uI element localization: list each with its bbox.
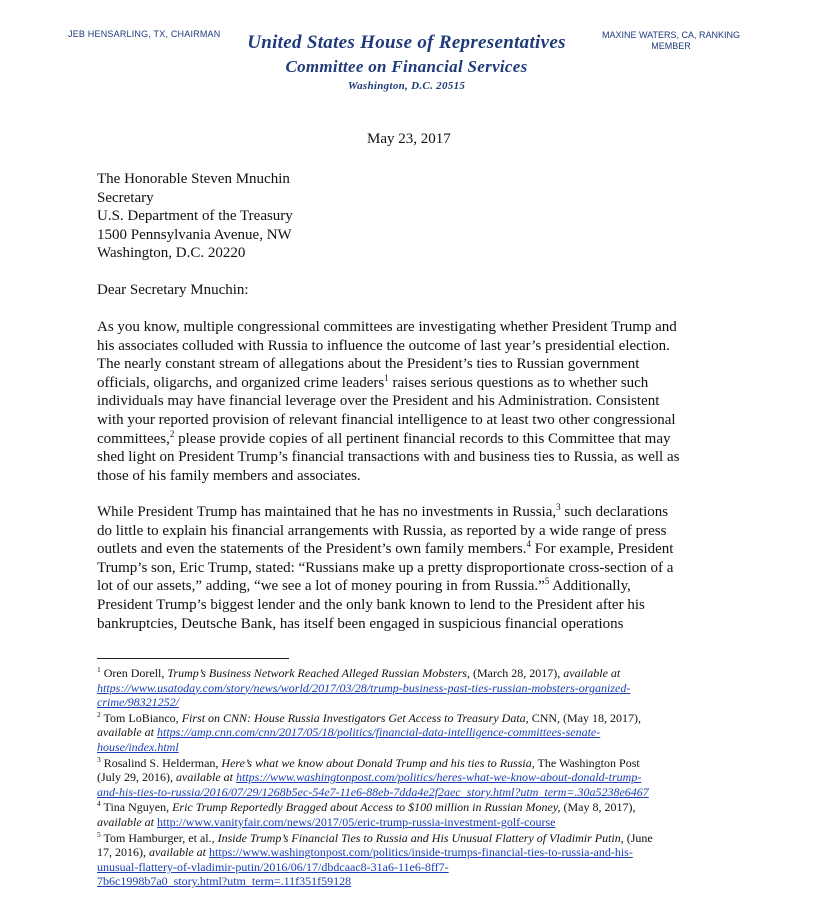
text-span: 17, 2016), xyxy=(97,845,149,860)
text-span: outlets and even the statements of the President’s own family members. xyxy=(97,541,527,558)
footnote-link[interactable]: 7b6c1998b7a0_story.html?utm_term=.11f351f59128 xyxy=(97,874,352,889)
text-span: Rosalind S. Helderman, xyxy=(100,755,222,770)
footnote-link[interactable]: https://www.washingtonpost.com/politics/inside-trumps-financial-ties-to-russia-and-his- xyxy=(209,845,633,860)
letterhead-house: United States House of Representatives xyxy=(247,32,566,53)
letter-date: May 23, 2017 xyxy=(367,131,451,147)
letterhead-committee: Committee on Financial Services xyxy=(285,57,528,76)
footnote-line xyxy=(97,845,737,860)
address-line: Washington, D.C. 20220 xyxy=(97,245,246,262)
para-line xyxy=(97,540,723,559)
footnote-link[interactable]: house/index.html xyxy=(97,739,179,754)
para-line: shed light on President Trump’s financial transactions with and business ties to Russia, as well as xyxy=(97,449,680,466)
footnote-number: 3 xyxy=(97,754,101,764)
letterhead-city: Washington, D.C. 20515 xyxy=(347,80,466,92)
text-span: (July 29, 2016), xyxy=(97,770,176,785)
text-span: (May 8, 2017), xyxy=(560,800,636,815)
text-span: Oren Dorell, xyxy=(100,666,168,680)
footnote-line xyxy=(97,740,737,755)
footnote-line xyxy=(97,725,737,740)
text-span: available at xyxy=(97,725,157,740)
address-line: The Honorable Steven Mnuchin xyxy=(97,171,290,187)
text-span: such declarations xyxy=(560,504,669,520)
footnote-number: 4 xyxy=(97,799,101,809)
footnote-link[interactable]: unusual-flattery-of-vladimir-putin/2016/06/17/dbdcaac8-31a6-11e6-8ff7- xyxy=(97,859,449,874)
para-line xyxy=(97,374,723,393)
text-span: available at xyxy=(149,845,209,860)
recipient-address xyxy=(97,170,293,263)
text-span: Additionally, xyxy=(549,578,631,595)
footnote-number: 2 xyxy=(97,709,101,719)
footnotes xyxy=(97,666,737,890)
para-line: As you know, multiple congressional committees are investigating whether President Trump and xyxy=(97,319,677,335)
footnote-title: Trump’s Business Network Reached Alleged Russian Mobsters, xyxy=(167,666,470,680)
address-line: U.S. Department of the Treasury xyxy=(97,208,293,225)
para-line: do little to explain his financial arrangements with Russia, as reported by a wide range of press xyxy=(97,522,667,539)
text-span: (June xyxy=(623,830,653,845)
footnote-link[interactable]: crime/98321252/ xyxy=(97,695,179,710)
para-line: individuals may have financial leverage over the President and his Administration. Consistent xyxy=(97,393,660,410)
footnote-link[interactable]: https://www.usatoday.com/story/news/world/2017/03/28/trump-business-past-ties-russian-mobsters-organized- xyxy=(97,680,631,695)
footnote-line xyxy=(97,681,737,696)
footnote-link[interactable]: and-his-ties-to-russia/2016/07/29/1268b5ec-54e7-11e6-88eb-7dda4e2f2aec_story.html?utm_term=.30a5238e6467 xyxy=(97,784,649,799)
para-line: bankruptcies, Deutsche Bank, has itself been engaged in suspicious financial operations xyxy=(97,615,624,632)
text-span: (March 28, 2017), xyxy=(469,666,564,680)
para-line xyxy=(97,430,723,449)
ranking-member-line1: MAXINE WATERS, CA, RANKING xyxy=(601,30,740,40)
footnote-link[interactable]: http://www.vanityfair.com/news/2017/05/eric-trump-russia-investment-golf-course xyxy=(157,814,556,829)
salutation: Dear Secretary Mnuchin: xyxy=(97,282,249,298)
ranking-member-line2: MEMBER xyxy=(651,41,691,51)
text-span: CNN, (May 18, 2017), xyxy=(528,710,642,725)
footnote-line xyxy=(97,756,737,771)
para-line: with your reported provision of relevant financial intelligence to at least two other congressional xyxy=(97,411,676,428)
footnote-line xyxy=(97,711,737,726)
footnote-1 xyxy=(97,666,737,710)
para-line: President Trump’s biggest lender and the only bank known to lend to the President after his xyxy=(97,596,645,613)
footnote-ref-2[interactable]: 2 xyxy=(169,428,175,439)
footnote-line xyxy=(97,770,737,785)
footnote-line xyxy=(97,785,737,800)
para-line: his associates colluded with Russia to influence the outcome of last year’s presidential election. xyxy=(97,337,670,354)
footnote-line xyxy=(97,831,737,846)
para-line xyxy=(97,503,723,522)
text-span: please provide copies of all pertinent financial records to this Committee that may xyxy=(174,430,671,447)
text-span: available at xyxy=(97,814,157,829)
footnote-title: First on CNN: House Russia Investigators Get Access to Treasury Data, xyxy=(181,710,529,725)
para-line: those of his family members and associates. xyxy=(97,467,361,484)
text-span: officials, oligarchs, and organized crime leaders xyxy=(97,374,385,391)
address-line: Secretary xyxy=(97,189,154,206)
paragraph-2 xyxy=(97,503,723,633)
footnote-number: 5 xyxy=(97,829,101,839)
para-line: Trump’s son, Eric Trump, stated: “Russians make up a pretty disproportionate cross-section of a xyxy=(97,559,674,576)
footnote-line xyxy=(97,815,737,830)
footnote-title: Eric Trump Reportedly Bragged about Access to $100 million in Russian Money, xyxy=(172,800,561,815)
para-line xyxy=(97,577,723,596)
footnote-4 xyxy=(97,800,737,829)
footnote-ref-4[interactable]: 4 xyxy=(526,539,531,550)
text-span: Tom Hamburger, et al., xyxy=(100,830,218,845)
footnote-number: 1 xyxy=(97,665,101,674)
footnote-link[interactable]: https://www.washingtonpost.com/politics/heres-what-we-know-about-donald-trump- xyxy=(236,770,642,785)
footnote-ref-3[interactable]: 3 xyxy=(556,502,561,512)
text-span: For example, President xyxy=(531,541,674,558)
ranking-member-name xyxy=(596,30,746,52)
footnote-line xyxy=(97,860,737,875)
chairman-name: JEB HENSARLING, TX, CHAIRMAN xyxy=(68,29,221,39)
footnote-title: Inside Trump’s Financial Ties to Russia and His Unusual Flattery of Vladimir Putin, xyxy=(217,830,624,845)
footnote-line xyxy=(97,695,737,710)
footnote-title: Here’s what we know about Donald Trump and his ties to Russia, xyxy=(221,755,535,770)
footnote-link[interactable]: https://amp.cnn.com/cnn/2017/05/18/politics/financial-data-intelligence-committees-senate- xyxy=(157,725,601,740)
text-span: The Washington Post xyxy=(534,755,640,770)
paragraph-1 xyxy=(97,318,723,485)
para-line: The nearly constant stream of allegations about the President’s ties to Russian government xyxy=(97,356,640,373)
text-span: lot of our assets,” adding, “we see a lot of money pouring in from Russia.” xyxy=(97,578,545,595)
address-line: 1500 Pennsylvania Avenue, NW xyxy=(97,226,292,243)
footnote-divider xyxy=(97,658,289,659)
footnote-line xyxy=(97,666,737,681)
footnote-ref-1[interactable]: 1 xyxy=(384,372,389,383)
footnote-line xyxy=(97,800,737,815)
footnote-line xyxy=(97,874,737,889)
footnote-3 xyxy=(97,756,737,800)
footnote-ref-5[interactable]: 5 xyxy=(544,576,550,587)
text-span: Tina Nguyen, xyxy=(100,800,173,815)
footnote-5 xyxy=(97,831,737,889)
footnote-2 xyxy=(97,711,737,755)
text-span: While President Trump has maintained that he has no investments in Russia, xyxy=(97,504,557,520)
text-span: committees, xyxy=(97,430,170,447)
text-span: raises serious questions as to whether such xyxy=(388,374,649,391)
text-span: available at xyxy=(563,666,621,680)
text-span: available at xyxy=(176,770,236,785)
text-span: Tom LoBianco, xyxy=(100,710,182,725)
